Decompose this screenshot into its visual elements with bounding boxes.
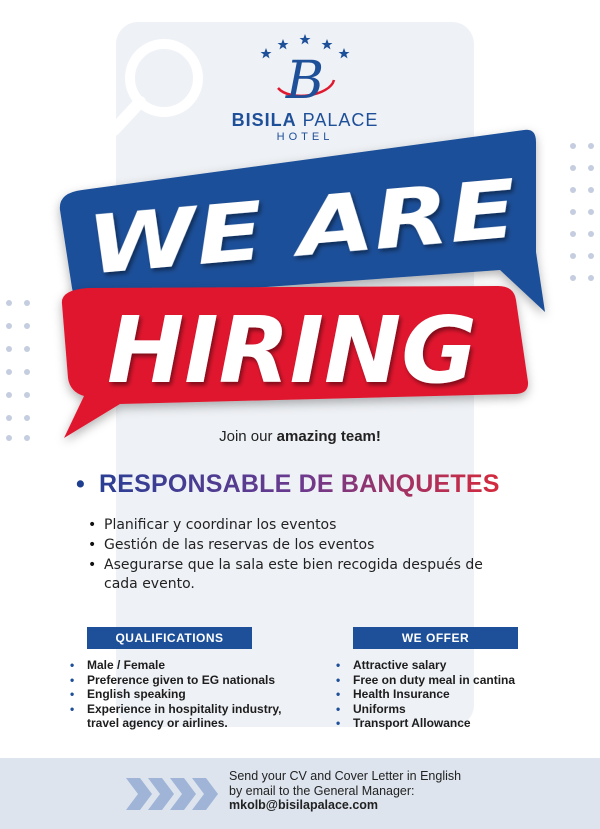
hotel-subtitle: HOTEL (276, 131, 334, 143)
offer-item: • Transport Allowance (336, 716, 566, 731)
duty-item: • Planificar y coordinar los eventos (86, 516, 486, 535)
offer-list (336, 658, 566, 731)
hotel-name-regular: PALACE (302, 110, 379, 130)
qualifications-header: QUALIFICATIONS (87, 627, 252, 649)
footer-line1: Send your CV and Cover Letter in English (229, 769, 462, 783)
hotel-name-bold: BISILA (231, 110, 297, 130)
tagline-prefix: Join our (219, 428, 277, 445)
contact-email: mkolb@bisilapalace.com (229, 798, 379, 812)
offer-item: • Free on duty meal in cantina (336, 673, 566, 688)
offer-header: WE OFFER (353, 627, 518, 649)
position-title-text: RESPONSABLE DE BANQUETES (98, 470, 500, 498)
duty-item: • Gestión de las reservas de los eventos (86, 536, 486, 555)
tagline-emphasis: amazing team! (276, 428, 381, 445)
qualifications-list (70, 658, 315, 731)
offer-item: • Health Insurance (336, 687, 566, 702)
duty-item: • Asegurarse que la sala este bien recogida después de cada evento. (86, 556, 486, 594)
tagline (0, 428, 600, 445)
logo-letter: B (285, 51, 325, 110)
duties-list (86, 516, 486, 595)
footer-line2: by email to the General Manager: (229, 783, 415, 798)
chevron-arrows-icon (126, 776, 218, 812)
offer-item: • Uniforms (336, 702, 566, 717)
position-bullet: • (76, 470, 85, 498)
banner-line1: WE ARE (83, 169, 440, 293)
qualification-item: • Male / Female (70, 658, 315, 673)
qualification-item: • Preference given to EG nationals (70, 673, 315, 688)
footer-text (229, 769, 461, 813)
banner-line2: HIRING (107, 297, 478, 404)
qualification-item: • Experience in hospitality industry, travel agency or airlines. (70, 702, 315, 731)
offer-item: • Attractive salary (336, 658, 566, 673)
position-title (76, 470, 500, 499)
qualification-item: • English speaking (70, 687, 315, 702)
